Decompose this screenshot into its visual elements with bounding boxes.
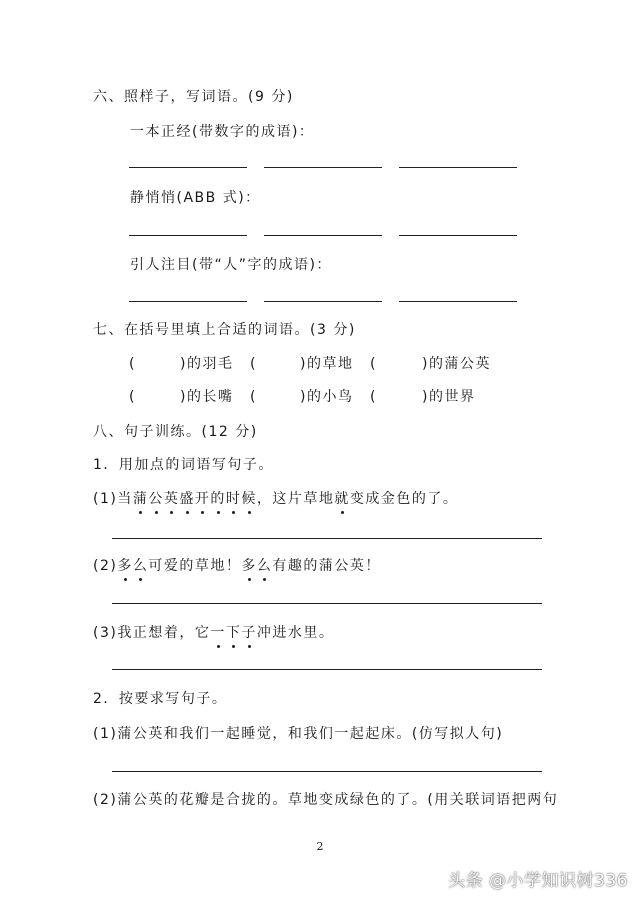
bracket-open: ( [129,389,136,405]
section-6-title: 六、照样子，写词语。(9 分) [93,89,294,105]
answer-line[interactable] [112,538,542,539]
watermark: 头条 @小学知识树336 [448,871,628,891]
sentence-3: (3)我正想着，它一下子冲进水里。 [93,625,335,641]
answer-line[interactable] [129,235,247,236]
part-2-title: 2．按要求写句子。 [93,691,228,707]
answer-line[interactable] [112,603,542,604]
bracket-open: ( [250,356,257,372]
bracket-open: ( [129,356,136,372]
bracket-open: ( [250,389,257,405]
answer-line[interactable] [112,669,542,670]
answer-line[interactable] [399,235,517,236]
bracket-close-label: )的小鸟 [300,389,354,405]
section-7-title: 七、在括号里填上合适的词语。(3 分) [93,322,356,338]
bracket-open: ( [370,389,377,405]
bracket-close-label: )的羽毛 [180,356,234,372]
answer-line[interactable] [399,167,517,168]
part-1-title: 1．用加点的词语写句子。 [93,457,274,473]
section-8-title: 八、句子训练。(12 分) [93,424,258,440]
sentence-2: (2)多么可爱的草地！多么有趣的蒲公英！ [93,558,381,574]
bracket-close-label: )的蒲公英 [422,356,491,372]
answer-line[interactable] [129,167,247,168]
answer-line[interactable] [264,235,382,236]
sentence-5: (2)蒲公英的花瓣是合拢的。草地变成绿色的了。(用关联词语把两句 [93,792,559,808]
page-number: 2 [316,840,324,853]
answer-line[interactable] [112,771,542,772]
bracket-close-label: )的草地 [300,356,354,372]
bracket-close-label: )的长嘴 [180,389,234,405]
bracket-open: ( [370,356,377,372]
answer-line[interactable] [399,301,517,302]
answer-line[interactable] [264,301,382,302]
q6-2-prompt: 静悄悄(ABB 式)： [130,190,261,206]
sentence-1: (1)当蒲公英盛开的时候，这片草地就变成金色的了。 [93,491,459,507]
bracket-close-label: )的世界 [422,389,476,405]
answer-line[interactable] [264,167,382,168]
sentence-4: (1)蒲公英和我们一起睡觉，和我们一起起床。(仿写拟人句) [93,726,504,742]
q6-1-prompt: 一本正经(带数字的成语)： [130,124,315,140]
q6-3-prompt: 引人注目(带“人”字的成语)： [130,257,332,273]
answer-line[interactable] [129,301,247,302]
